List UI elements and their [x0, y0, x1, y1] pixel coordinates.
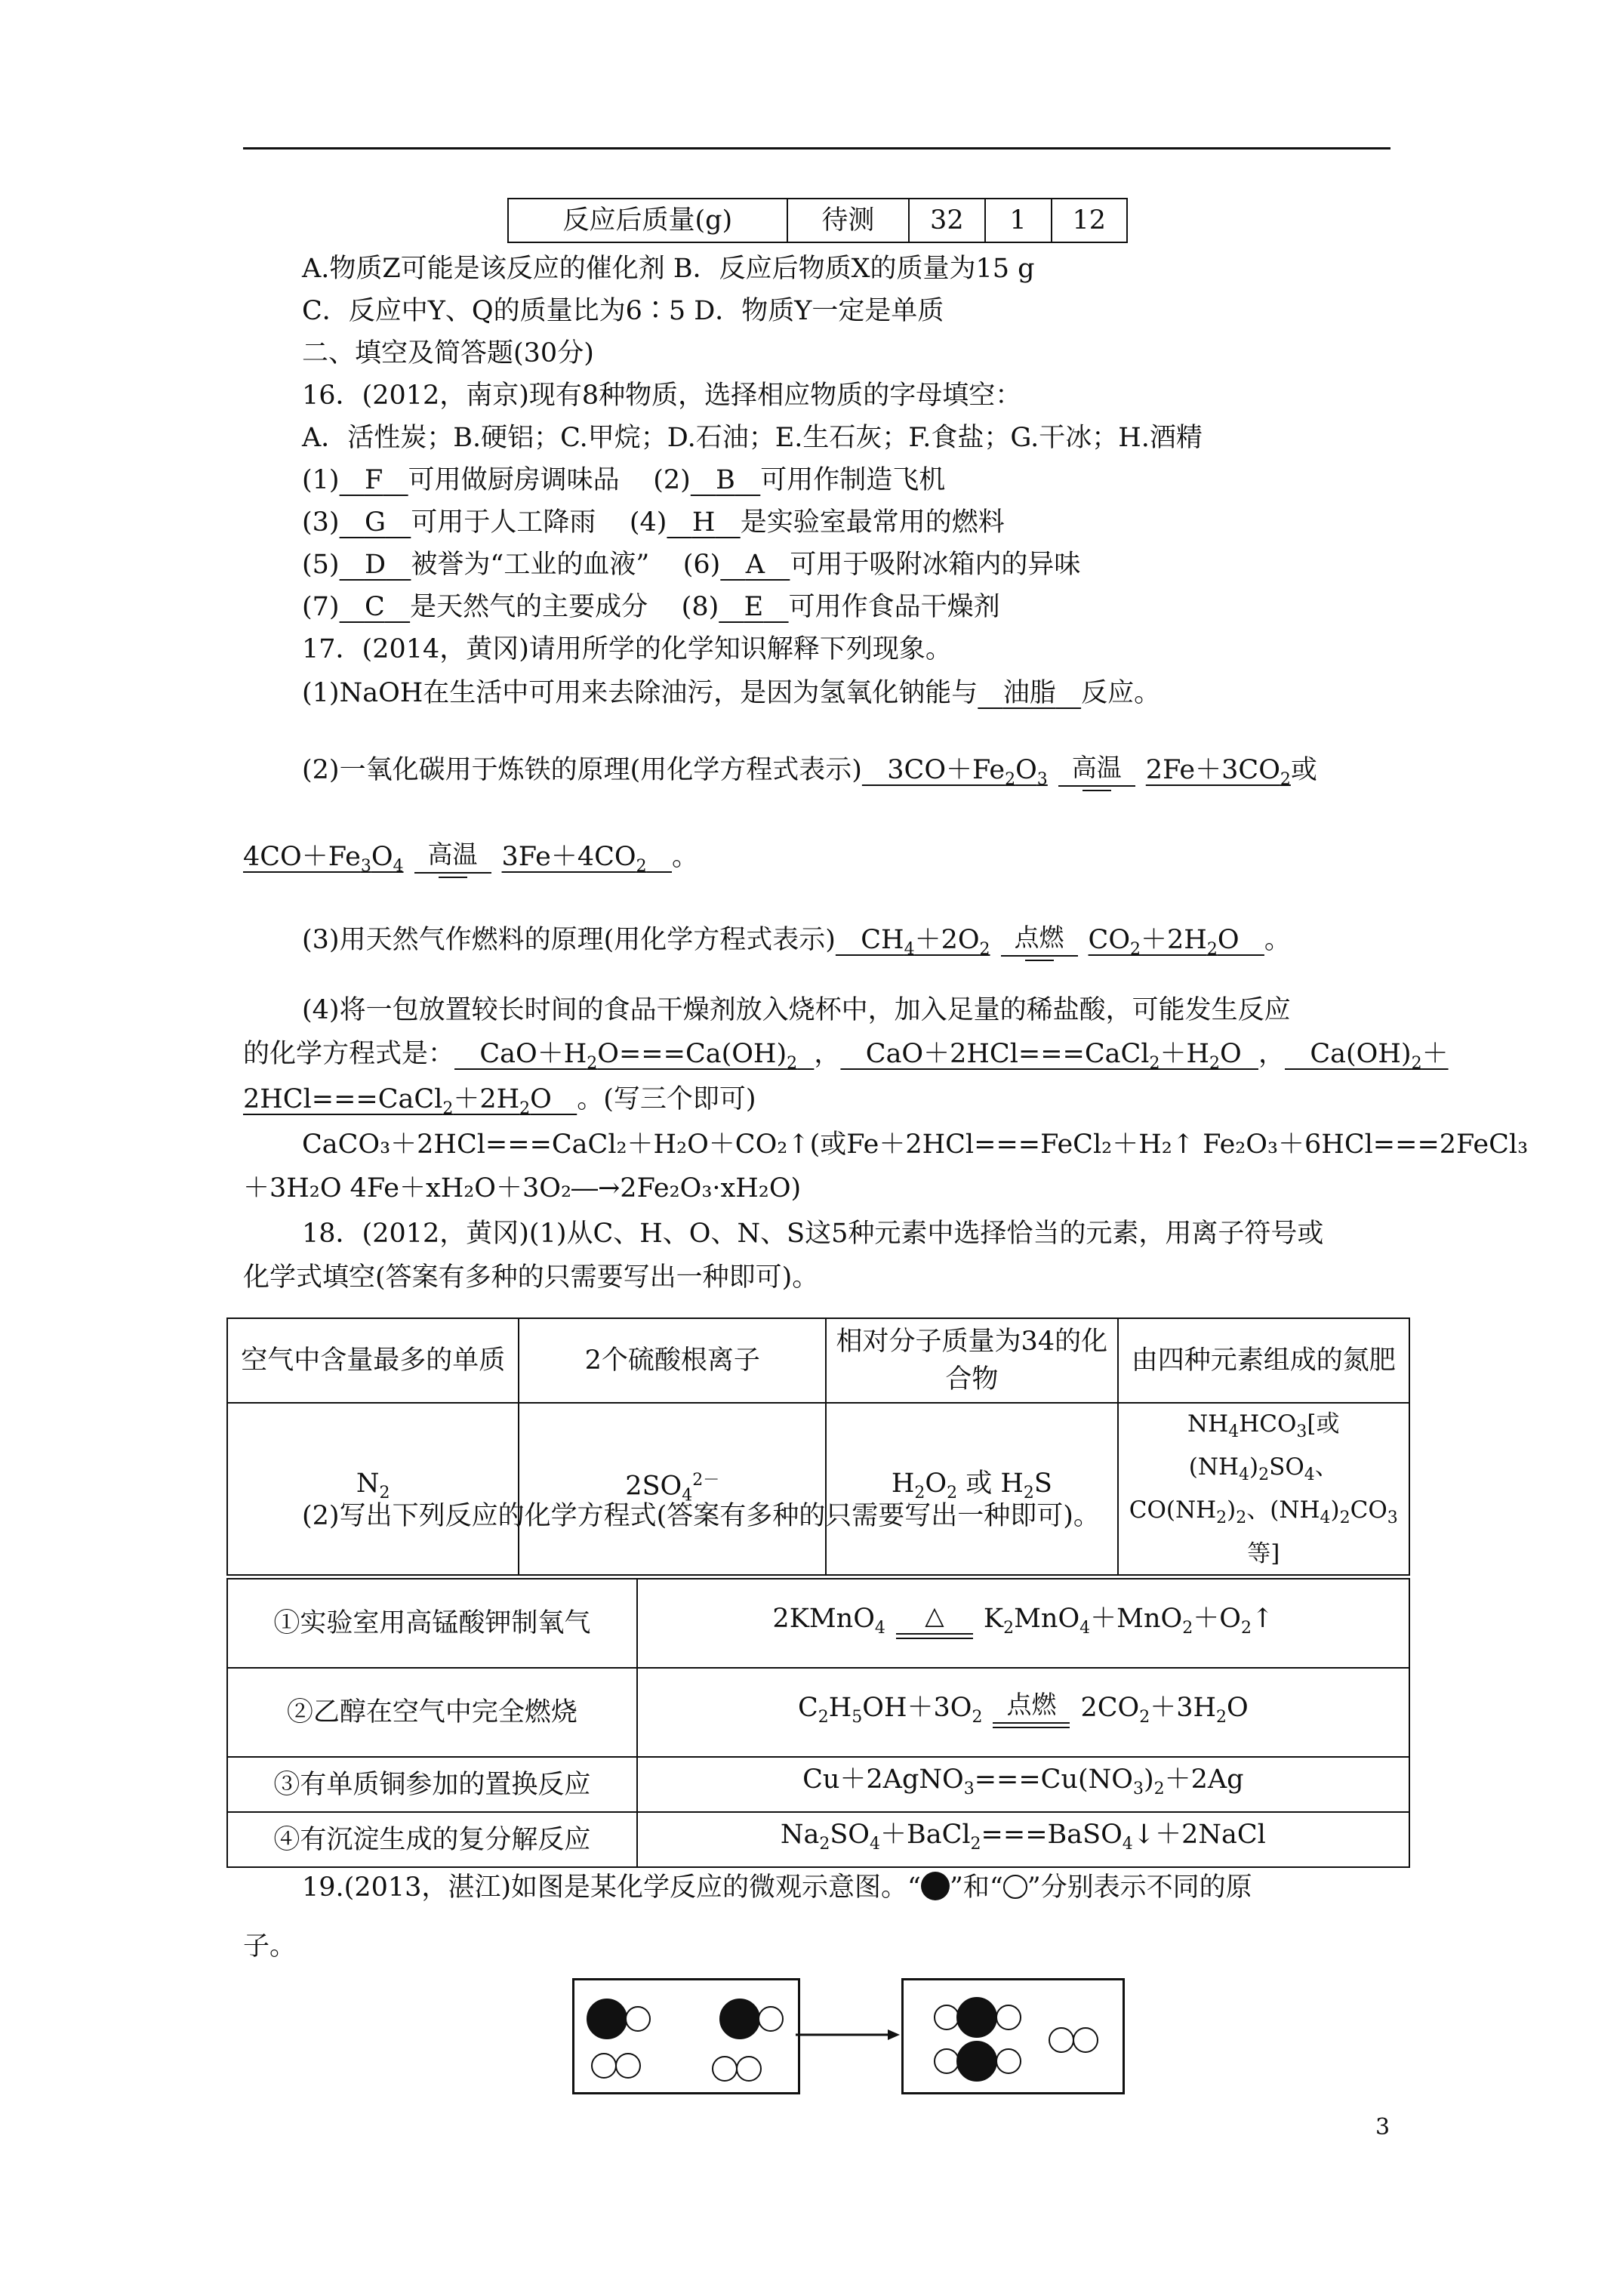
- white-atom-icon: [591, 2053, 617, 2079]
- table-cell: $N_2$: [227, 1403, 519, 1575]
- black-atom-icon: [587, 1999, 627, 2039]
- table-cell: 反应后质量(g): [508, 199, 787, 242]
- q17-extra-line1: CaCO₃＋2HCl===CaCl₂＋H₂O＋CO₂↑(或Fe＋2HCl===FeCl₂＋H₂↑ Fe₂O₃＋6HCl===2FeCl₃: [302, 1130, 1529, 1160]
- table-header: 空气中含量最多的单质: [227, 1318, 519, 1403]
- q18-part2: (2)写出下列反应的化学方程式(答案有多种的只需要写出一种即可)。: [302, 1501, 1100, 1531]
- header-rule: [243, 147, 1390, 149]
- q16-row-1: (1) F 可用做厨房调味品 (2) B 可用作制造飞机: [302, 465, 946, 495]
- q17-part4-line3: $2HCl===CaCl_2+2H_2O$ 。(写三个即可): [243, 1084, 756, 1118]
- reaction-condition: 高温: [1055, 752, 1138, 791]
- q15-options-cd: C．反应中Y、Q的质量比为6∶5 D．物质Y一定是单质: [302, 296, 944, 326]
- products-box: [901, 1978, 1125, 2094]
- reaction-condition: △: [893, 1600, 976, 1639]
- white-atom-icon: [1073, 2027, 1098, 2053]
- q16-row-4: (7) C 是天然气的主要成分 (8) E 可用作食品干燥剂: [302, 592, 1000, 622]
- section-title: 二、填空及简答题(30分): [302, 338, 594, 368]
- reactants-box: [572, 1978, 800, 2094]
- answer: C: [364, 592, 385, 622]
- q17-part3: (3)用天然气作燃料的原理(用化学方程式表示) $CH_4+2O_2$ 点燃 $CO_2+2H_2O$ 。: [302, 902, 1291, 978]
- answer: F: [364, 465, 383, 495]
- white-atom-icon: [1049, 2027, 1074, 2053]
- table-cell: 待测: [787, 199, 910, 242]
- black-atom-icon: [719, 1999, 760, 2039]
- answer: D: [364, 550, 387, 580]
- answer: A: [745, 550, 765, 580]
- table-cell: $NH_4HCO_3$[或$(NH_4)_2SO_4$、 $CO(NH_2)_2$、$(NH_4)_2CO_3$等]: [1118, 1403, 1409, 1575]
- white-atom-icon: [625, 2006, 651, 2032]
- q17-extra-line2: ＋3H₂O 4Fe＋xH₂O＋3O₂―→2Fe₂O₃·xH₂O): [243, 1173, 802, 1203]
- reaction-condition: 高温: [411, 839, 494, 878]
- arrow-icon: [796, 2023, 901, 2046]
- reaction-condition: 点燃: [998, 922, 1081, 961]
- table-cell: ③有单质铜参加的置换反应: [227, 1757, 637, 1812]
- q16-options: A．活性炭；B.硬铝；C.甲烷；D.石油；E.生石灰；F.食盐；G.干冰；H.酒精: [302, 423, 1203, 453]
- table-cell: 32: [909, 199, 984, 242]
- q19-line1: 19.(2013，湛江)如图是某化学反应的微观示意图。“ ”和“ ”分别表示不同的原: [302, 1872, 1252, 1903]
- white-atom-icon: [996, 2048, 1021, 2074]
- q19-line2: 子。: [243, 1931, 297, 1962]
- table-cell: $Na_2SO_4+BaCl_2===BaSO_4↓+2NaCl$: [637, 1812, 1409, 1867]
- q18-equation-table: [226, 1578, 1410, 1868]
- black-atom-icon: [921, 1872, 950, 1900]
- q17-part1: (1)NaOH在生活中可用来去除油污，是因为氢氧化钠能与 油脂 反应。: [302, 678, 1161, 708]
- table-cell: $2SO_4^{2-}$: [519, 1403, 826, 1575]
- q16-row-2: (3) G 可用于人工降雨 (4) H 是实验室最常用的燃料: [302, 507, 1005, 538]
- q17-part2: (2)一氧化碳用于炼铁的原理(用化学方程式表示) $3CO+Fe_2O_3$ 高温 $2Fe+3CO_2$或: [302, 732, 1317, 808]
- white-atom-icon: [934, 2005, 959, 2030]
- table-cell: 1: [985, 199, 1052, 242]
- q16-row-3: (5) D 被誉为“工业的血液” (6) A 可用于吸附冰箱内的异味: [302, 550, 1081, 580]
- reaction-condition: 点燃: [990, 1689, 1073, 1728]
- q17-part4-line2: 的化学方程式是： $CaO+H_2O===Ca(OH)_2$ ， $CaO+2HCl===CaCl_2+H_2O$ ， $Ca(OH)_2+$: [243, 1039, 1449, 1073]
- table-cell: ①实验室用高锰酸钾制氧气: [227, 1579, 637, 1668]
- q17-part2-cont: $4CO+Fe_3O_4$ 高温 $3Fe+4CO_2$ 。: [243, 819, 698, 895]
- answer: G: [364, 507, 386, 538]
- q15-options-ab: A.物质Z可能是该反应的催化剂 B．反应后物质X的质量为15 g: [302, 254, 1035, 284]
- answer: H: [691, 507, 716, 538]
- white-atom-icon: [934, 2048, 959, 2074]
- q17-stem: 17．(2014，黄冈)请用所学的化学知识解释下列现象。: [302, 634, 952, 664]
- table-cell: ②乙醇在空气中完全燃烧: [227, 1668, 637, 1757]
- white-atom-icon: [996, 2005, 1021, 2030]
- table-cell: ④有沉淀生成的复分解反应: [227, 1812, 637, 1867]
- table-cell: 12: [1052, 199, 1127, 242]
- q16-stem: 16．(2012，南京)现有8种物质，选择相应物质的字母填空：: [302, 381, 1022, 411]
- black-atom-icon: [956, 2041, 997, 2082]
- white-atom-icon: [758, 2006, 784, 2032]
- table-cell: $H_2O_2$ 或 $H_2S$: [826, 1403, 1117, 1575]
- table-cell: $C_2H_5OH+3O_2$ 点燃 $2CO_2+3H_2O$: [637, 1668, 1409, 1757]
- table-header: 相对分子质量为34的化合物: [826, 1318, 1117, 1403]
- table-header: 2个硫酸根离子: [519, 1318, 826, 1403]
- q18-line2: 化学式填空(答案有多种的只需要写出一种即可)。: [243, 1262, 819, 1293]
- q15-mass-table: [507, 198, 1128, 243]
- q18-line1: 18．(2012，黄冈)(1)从C、H、O、N、S这5种元素中选择恰当的元素，用离子符号或: [302, 1219, 1324, 1249]
- q17-part4-line1: (4)将一包放置较长时间的食品干燥剂放入烧杯中，加入足量的稀盐酸，可能发生反应: [302, 995, 1291, 1025]
- page-number: 3: [1375, 2114, 1390, 2140]
- white-atom-icon: [1003, 1875, 1027, 1899]
- answer: E: [744, 592, 764, 622]
- table-cell: $Cu+2AgNO_3===Cu(NO_3)_2+2Ag$: [637, 1757, 1409, 1812]
- white-atom-icon: [712, 2056, 738, 2082]
- white-atom-icon: [615, 2053, 641, 2079]
- answer: 油脂: [1002, 678, 1056, 708]
- table-cell: 2KMnO$_4$ △ $K_2MnO_4+MnO_2+O_2↑$: [637, 1579, 1409, 1668]
- answer: B: [716, 465, 735, 495]
- black-atom-icon: [956, 1997, 997, 2038]
- white-atom-icon: [736, 2056, 762, 2082]
- table-header: 由四种元素组成的氮肥: [1118, 1318, 1409, 1403]
